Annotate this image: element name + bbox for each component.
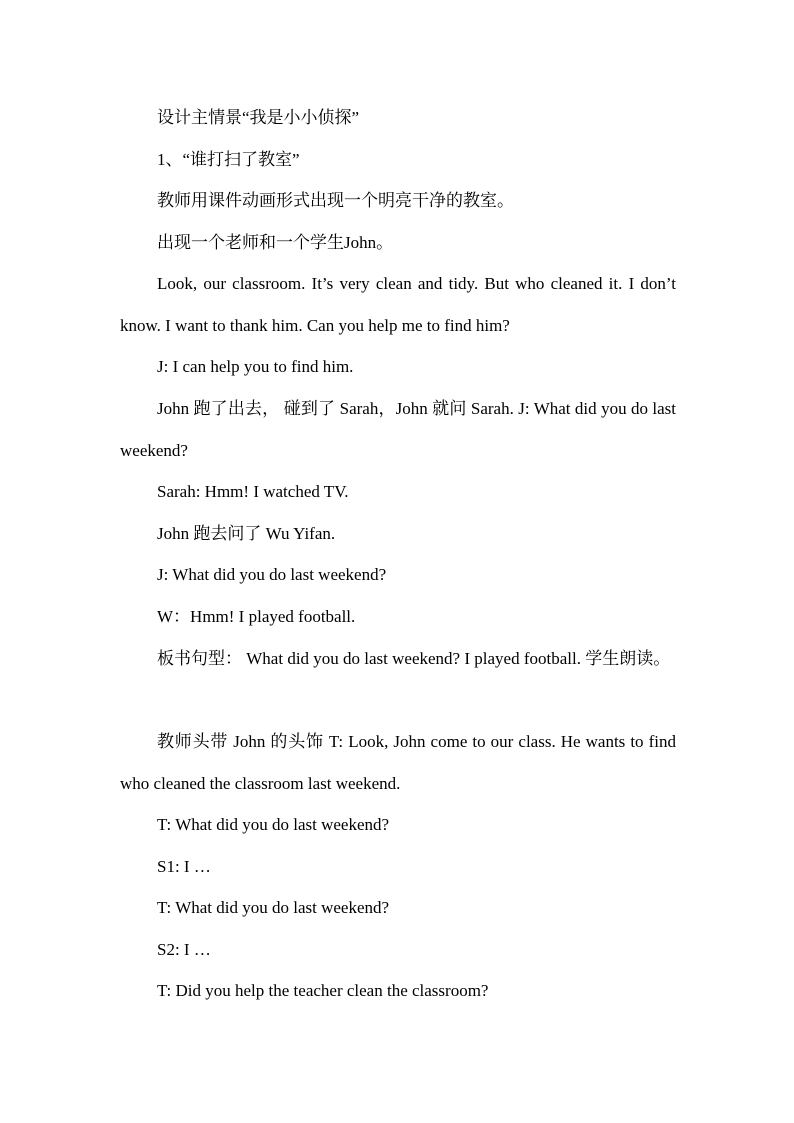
paragraph-john-question: J: What did you do last weekend? (157, 565, 387, 584)
paragraph-john-asks-wu: John 跑去问了 Wu Yifan. (157, 524, 336, 543)
paragraph-classroom-animation: 教师用课件动画形式出现一个明亮干净的教室。 (157, 191, 514, 210)
paragraph-john-asks-sarah: John 跑了出去， 碰到了 Sarah，John 就问 Sarah. J: What did you do last weekend? (120, 399, 676, 460)
paragraph-john-help: J: I can help you to find him. (157, 357, 354, 376)
paragraph-board-pattern: 板书句型： What did you do last weekend? I played football. 学生朗读。 (157, 649, 671, 668)
paragraph-teacher-question-2: T: What did you do last weekend? (157, 898, 390, 917)
paragraph-look-classroom: Look, our classroom. It’s very clean and tidy. But who cleaned it. I don’t know. I want to thank him. Can you help me to find him? (120, 274, 676, 335)
paragraph-section-1: 1、“谁打扫了教室” (157, 150, 300, 169)
paragraph-teacher-headwear: 教师头带 John 的头饰 T: Look, John come to our class. He wants to find who cleaned the classroom last weekend. (120, 732, 676, 793)
paragraph-sarah-reply: Sarah: Hmm! I watched TV. (157, 482, 349, 501)
paragraph-teacher-question-1: T: What did you do last weekend? (157, 815, 390, 834)
paragraph-wu-reply: W：Hmm! I played football. (157, 607, 356, 626)
paragraph-s1-reply: S1: I … (157, 857, 211, 876)
paragraph-scenario-title: 设计主情景“我是小小侦探” (157, 108, 360, 127)
paragraph-teacher-john: 出现一个老师和一个学生John。 (157, 233, 394, 252)
paragraph-teacher-question-3: T: Did you help the teacher clean the classroom? (157, 981, 489, 1000)
paragraph-s2-reply: S2: I … (157, 940, 211, 959)
